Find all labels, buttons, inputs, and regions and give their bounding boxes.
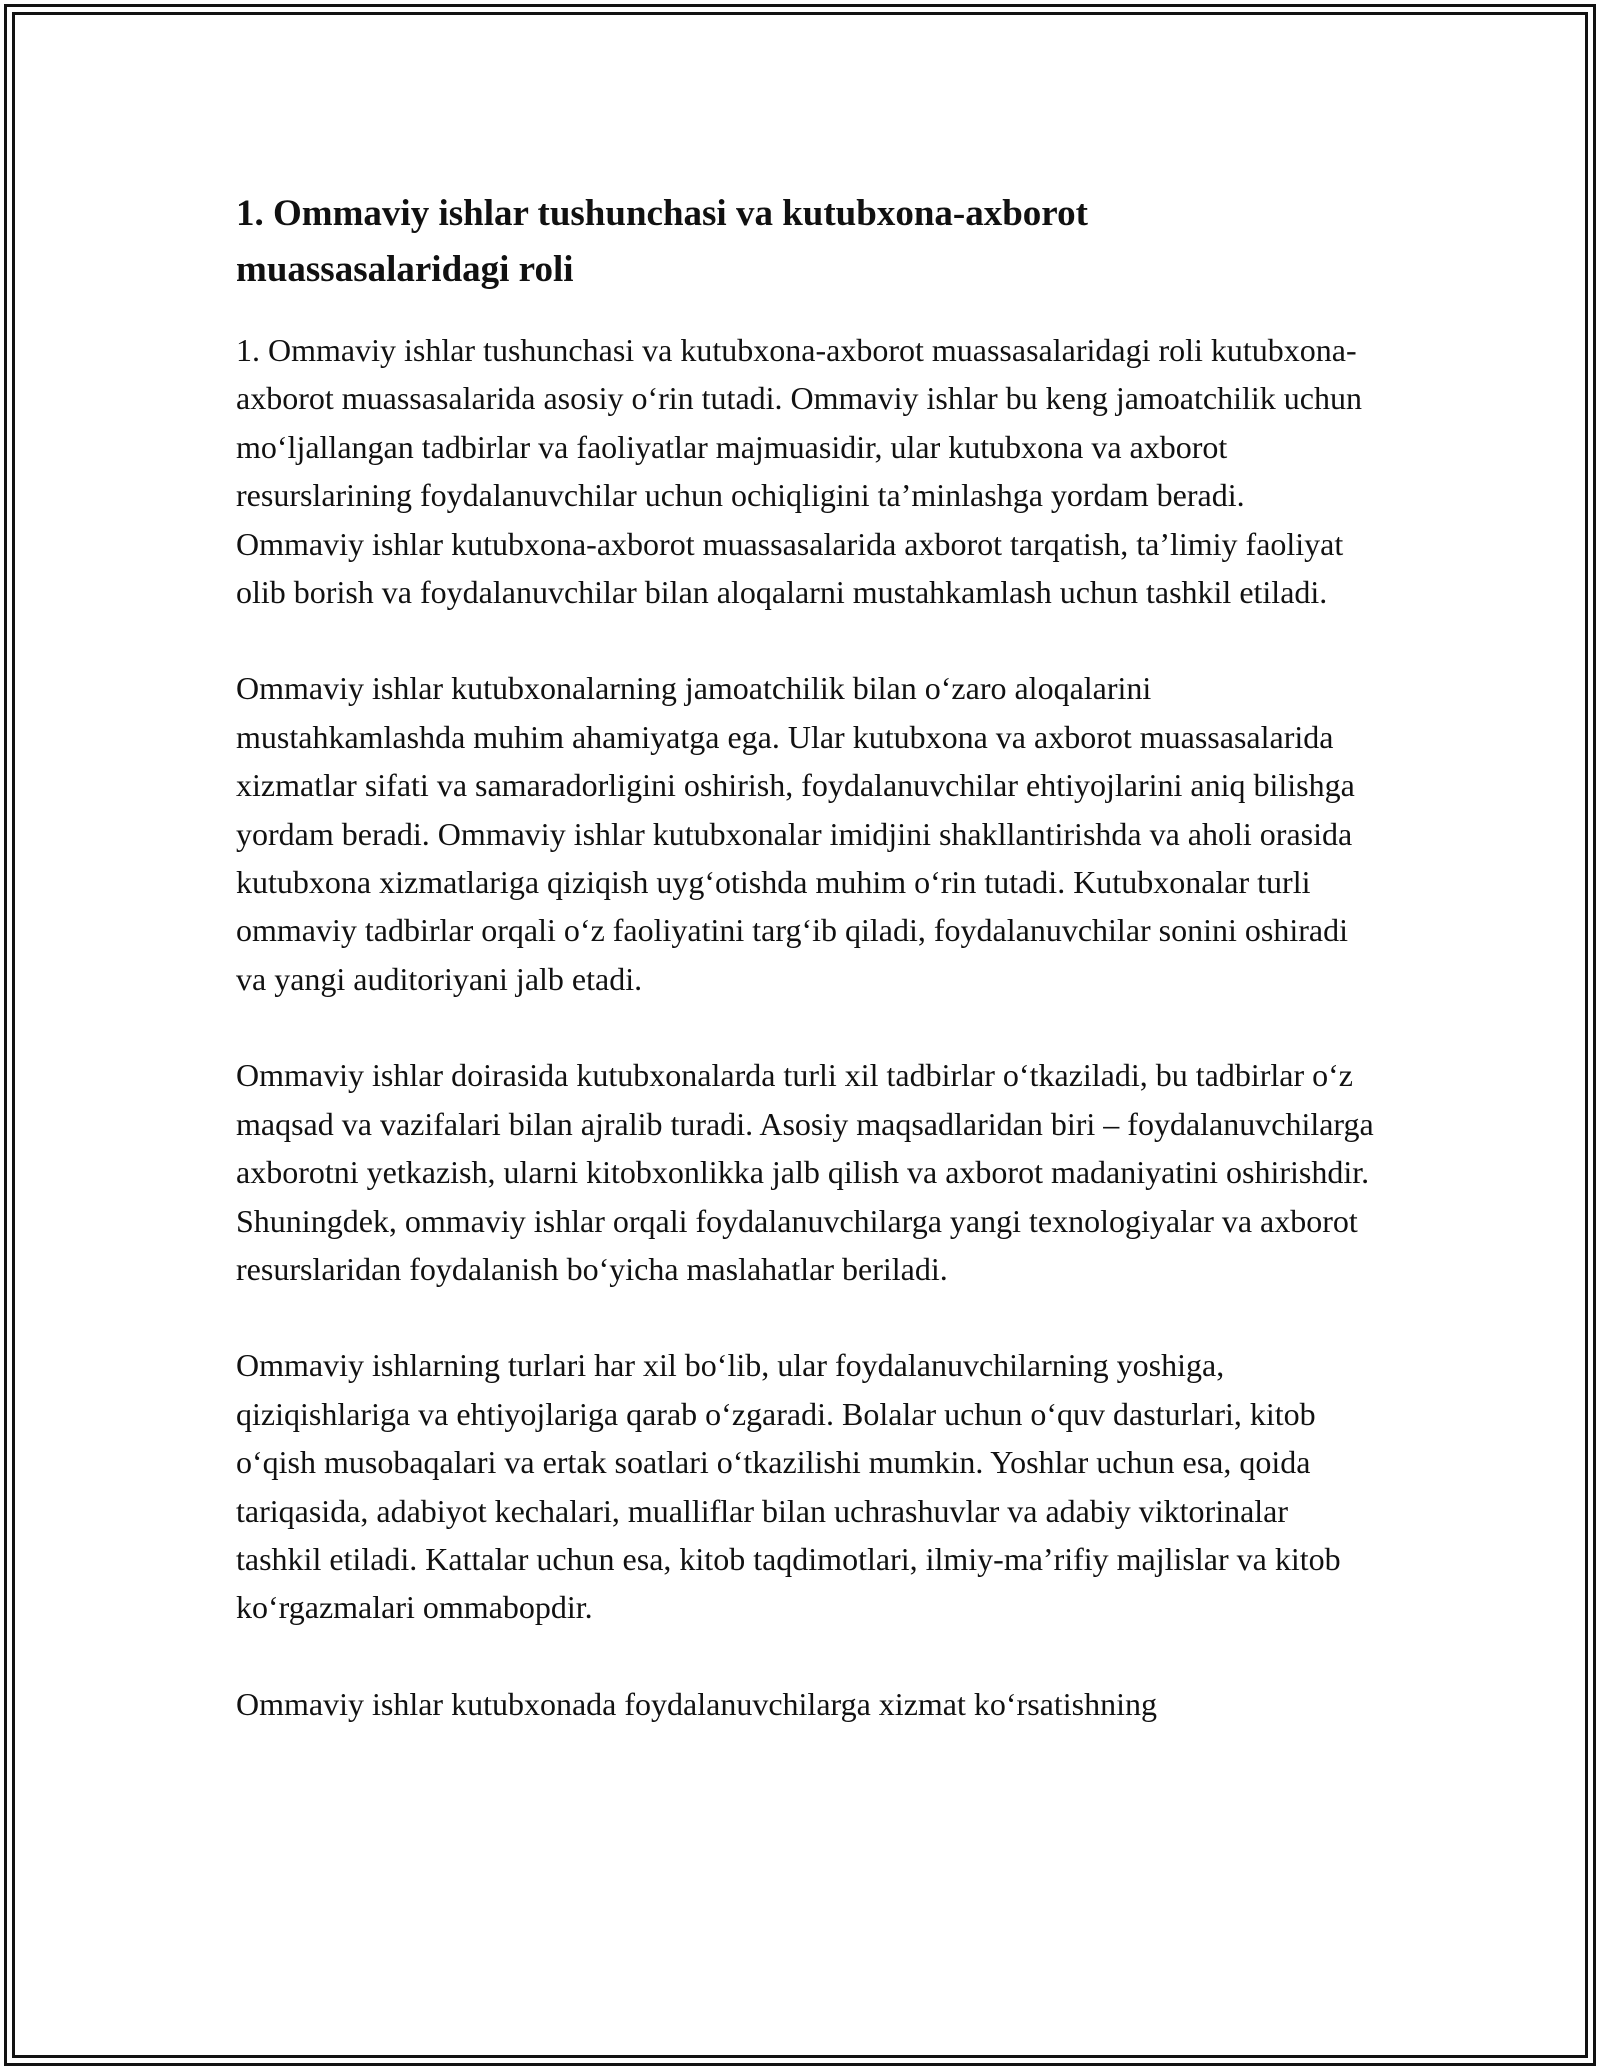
paragraph-5: Ommaviy ishlar kutubxonada foydalanuvchilarga xizmat ko‘rsatishning [236, 1685, 1157, 1722]
paragraph-1: 1. Ommaviy ishlar tushunchasi va kutubxona-axborot muassasalaridagi roli kutubxona-axborot muassasalarida asosiy o‘rin tutadi. Ommaviy ishlar bu keng jamoatchilik uchun mo‘ljallangan tadbirlar va faoliyatlar majmuasidir, ular kutubxona va axborot resurslarining foydalanuvchilar uchun ochiqligini ta’minlashga yordam beradi. Ommaviy ishlar kutubxona-axborot muassasalarida axborot tarqatish, ta’limiy faoliyat olib borish va foydalanuvchilar bilan aloqalarni mustahkamlash uchun tashkil etiladi. [236, 332, 1362, 611]
document-title-line-2: muassasalaridagi roli [236, 249, 574, 290]
paragraph-2: Ommaviy ishlar kutubxonalarning jamoatchilik bilan o‘zaro aloqalarini mustahkamlashda muhim ahamiyatga ega. Ular kutubxona va axborot muassasalarida xizmatlar sifati va samaradorligini oshirish, foydalanuvchilar ehtiyojlarini aniq bilishga yordam beradi. Ommaviy ishlar kutubxonalar imidjini shakllantirishda va aholi orasida kutubxona xizmatlariga qiziqish uyg‘otishda muhim o‘rin tutadi. Kutubxonalar turli ommaviy tadbirlar orqali o‘z faoliyatini targ‘ib qiladi, foydalanuvchilar sonini oshiradi va yangi auditoriyani jalb etadi. [236, 670, 1355, 997]
paragraph-3: Ommaviy ishlar doirasida kutubxonalarda turli xil tadbirlar o‘tkaziladi, bu tadbirlar o‘z maqsad va vazifalari bilan ajralib turadi. Asosiy maqsadlaridan biri – foydalanuvchilarga axborotni yetkazish, ularni kitobxonlikka jalb qilish va axborot madaniyatini oshirishdir. Shuningdek, ommaviy ishlar orqali foydalanuvchilarga yangi texnologiyalar va axborot resurslaridan foydalanish bo‘yicha maslahatlar beriladi. [236, 1057, 1374, 1287]
paragraph-4: Ommaviy ishlarning turlari har xil bo‘lib, ular foydalanuvchilarning yoshiga, qiziqishlariga va ehtiyojlariga qarab o‘zgaradi. Bolalar uchun o‘quv dasturlari, kitob o‘qish musobaqalari va ertak soatlari o‘tkazilishi mumkin. Yoshlar uchun esa, qoida tariqasida, adabiyot kechalari, mualliflar bilan uchrashuvlar va adabiy viktorinalar tashkil etiladi. Kattalar uchun esa, kitob taqdimotlari, ilmiy-ma’rifiy majlislar va kitob ko‘rgazmalari ommabopdir. [236, 1347, 1341, 1626]
document-title [236, 186, 1376, 298]
document-title-line-1: 1. Ommaviy ishlar tushunchasi va kutubxona-axborot [236, 193, 1088, 234]
document-body [236, 186, 1376, 1728]
